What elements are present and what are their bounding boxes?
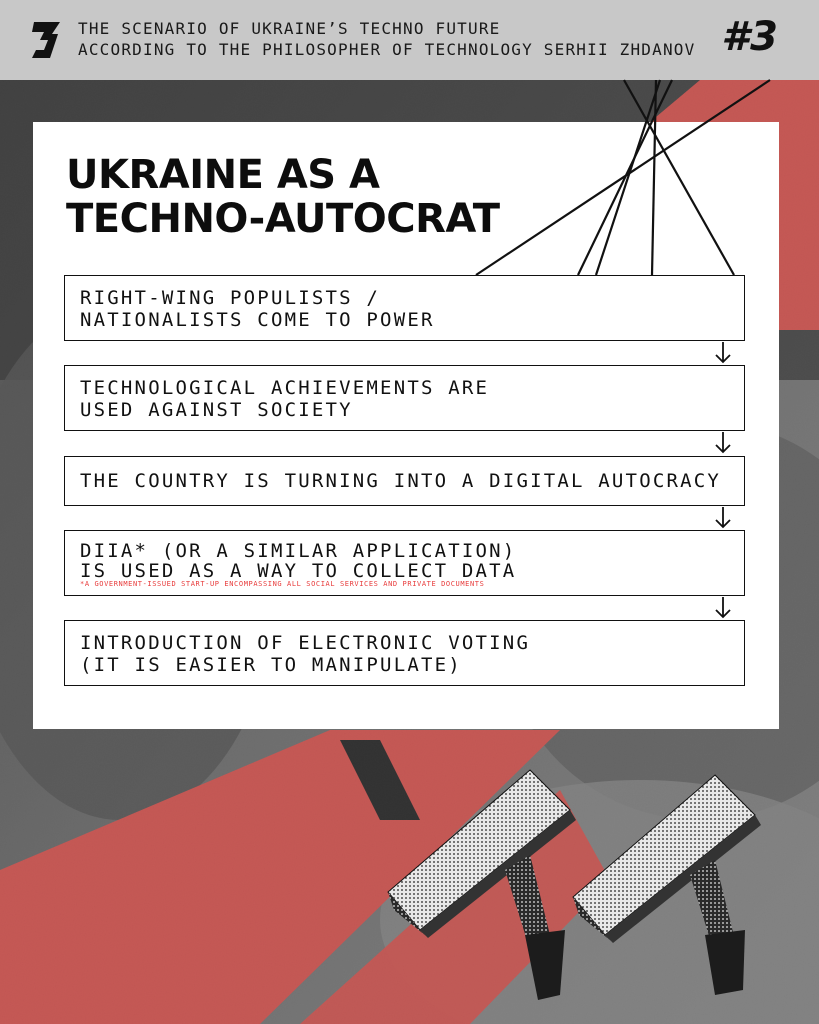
flow-step-2-line-2: USED AGAINST SOCIETY — [80, 399, 353, 421]
flow-step-5-line-1: INTRODUCTION OF ELECTRONIC VOTING — [80, 632, 531, 654]
flow-step-2 — [64, 365, 745, 431]
flow-step-4 — [64, 530, 745, 596]
flow-step-1 — [64, 275, 745, 341]
flow-step-1-line-1: RIGHT-WING POPULISTS / — [80, 287, 381, 309]
z-logo-icon — [30, 20, 64, 60]
flow-step-4-line-1: DIIA* (OR A SIMILAR APPLICATION) — [80, 540, 517, 562]
down-arrow-icon — [714, 507, 732, 529]
down-arrow-icon — [714, 597, 732, 619]
down-arrow-icon — [714, 342, 732, 364]
issue-number: #3 — [721, 14, 779, 60]
header-title-line-2: ACCORDING TO THE PHILOSOPHER OF TECHNOLOGY SERHII ZHDANOV — [78, 40, 696, 59]
down-arrow-icon — [714, 432, 732, 454]
flow-step-3 — [64, 456, 745, 506]
flow-step-5 — [64, 620, 745, 686]
header-bar — [0, 0, 819, 80]
flow-step-1-line-2: NATIONALISTS COME TO POWER — [80, 309, 435, 331]
footnote-diia: *A GOVERNMENT-ISSUED START-UP ENCOMPASSING ALL SOCIAL SERVICES AND PRIVATE DOCUMENTS — [80, 580, 485, 588]
flow-step-4-line-2: IS USED AS A WAY TO COLLECT DATA — [80, 560, 517, 582]
flow-step-2-line-1: TECHNOLOGICAL ACHIEVEMENTS ARE — [80, 377, 490, 399]
flow-step-5-line-2: (IT IS EASIER TO MANIPULATE) — [80, 654, 462, 676]
security-camera-icon — [380, 760, 780, 1010]
page-title-line-1: UKRAINE AS A — [66, 152, 380, 198]
flow-step-3-line-1: THE COUNTRY IS TURNING INTO A DIGITAL AUTOCRACY — [80, 470, 722, 492]
header-title-line-1: THE SCENARIO OF UKRAINE’S TECHNO FUTURE — [78, 19, 501, 38]
page-title-line-2: TECHNO-AUTOCRAT — [66, 196, 500, 242]
